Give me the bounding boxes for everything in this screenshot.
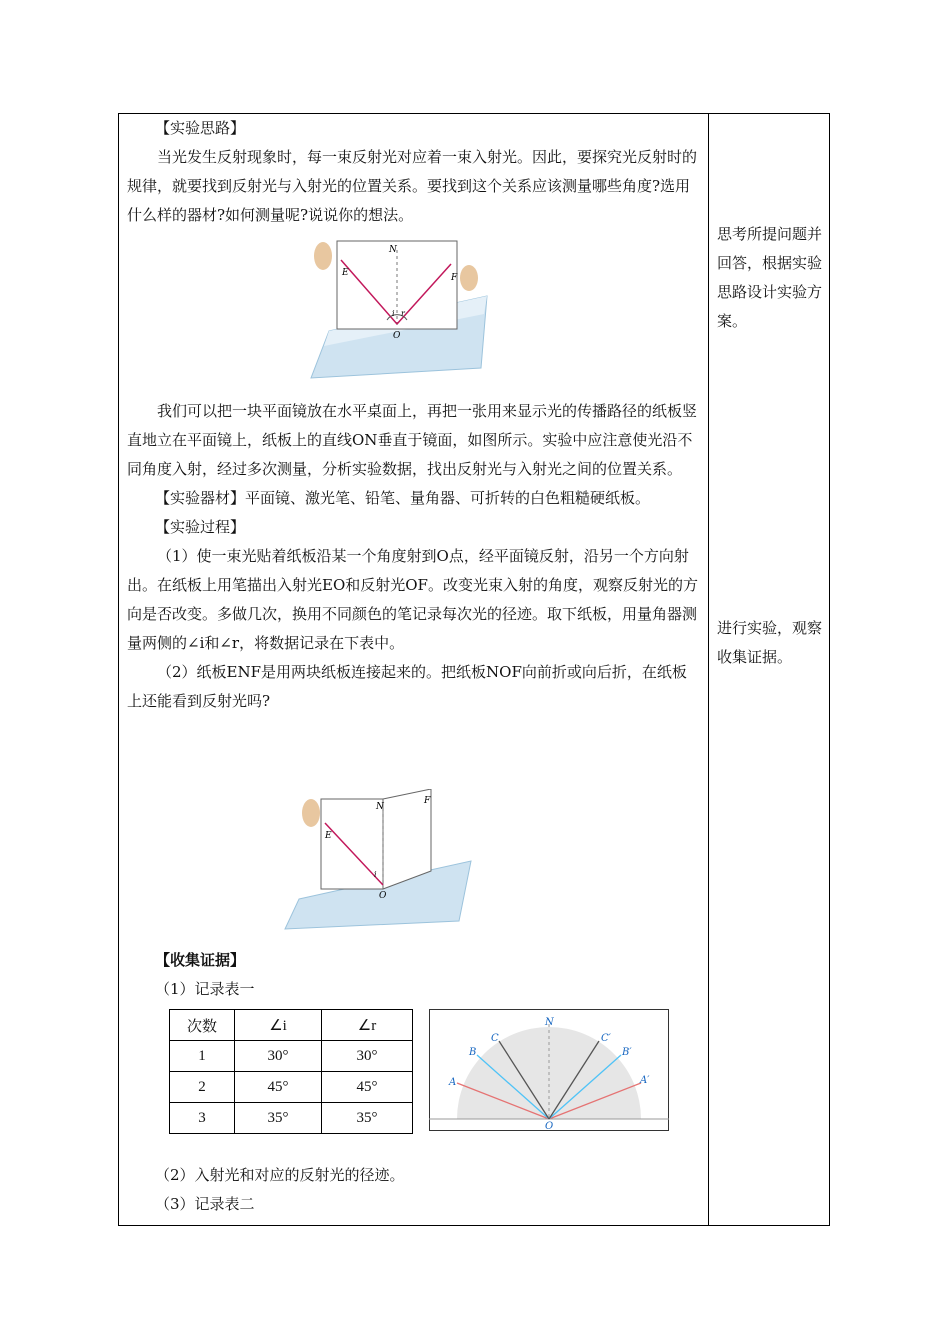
paper-board [337, 241, 457, 329]
figure-ray-traces [429, 1009, 669, 1131]
side-note-2: 进行实验，观察收集证据。 [717, 619, 823, 666]
hand-left-icon [314, 242, 332, 270]
cell: 30° [322, 1041, 413, 1072]
hand-right-icon [460, 265, 478, 291]
label-F: F [451, 273, 458, 283]
table-header-row [170, 1010, 413, 1041]
record-table-1 [169, 1009, 413, 1134]
label-A: A [449, 1077, 457, 1088]
label-N: N [389, 245, 397, 255]
table1-label: （1）记录表一 [155, 980, 255, 998]
label-C-prime: C′ [601, 1033, 611, 1044]
table2-label: （3）记录表二 [155, 1195, 255, 1213]
figure-folded-board [281, 789, 481, 934]
label-N-2: N [376, 802, 384, 812]
cell: 35° [322, 1103, 413, 1134]
label-O-2: O [379, 891, 387, 901]
label-B: B [469, 1047, 477, 1058]
label-B-prime: B′ [622, 1047, 632, 1058]
main-column [127, 114, 701, 230]
lesson-table [118, 113, 830, 1226]
label-i: i [392, 309, 395, 318]
trace-label: （2）入射光和对应的反射光的径迹。 [155, 1166, 405, 1184]
cell: 30° [235, 1041, 322, 1072]
hand-icon [302, 799, 320, 827]
column-divider [708, 114, 709, 1225]
label-C: C [491, 1033, 499, 1044]
step-2: （2）纸板ENF是用两块纸板连接起来的。把纸板NOF向前折或向后折，在纸板上还能看到反射光吗? [127, 663, 687, 710]
header-angle-r: ∠r [322, 1010, 413, 1041]
step-1: （1）使一束光贴着纸板沿某一个角度射到O点，经平面镜反射，沿另一个方向射出。在纸板上用笔描出入射光EO和反射光OF。改变光束入射的角度，观察反射光的方向是否改变。多做几次，换用不同颜色的笔记录每次光的径迹。取下纸板，用量角器测量两侧的∠i和∠r，将数据记录在下表中。 [127, 547, 698, 652]
label-F-2: F [424, 796, 431, 806]
table-row [170, 1103, 413, 1134]
cell: 3 [170, 1103, 235, 1134]
label-A-prime: A′ [640, 1075, 650, 1086]
label-E-2: E [325, 831, 332, 841]
label-O: O [393, 331, 401, 341]
cell: 45° [322, 1072, 413, 1103]
label-N-3: N [545, 1017, 554, 1028]
table-row [170, 1041, 413, 1072]
cell: 1 [170, 1041, 235, 1072]
paragraph-method: 我们可以把一块平面镜放在水平桌面上，再把一张用来显示光的传播路径的纸板竖直地立在平面镜上，纸板上的直线ON垂直于镜面，如图所示。实验中应注意使光沿不同角度入射，经过多次测量，分析实验数据，找出反射光与入射光之间的位置关系。 [127, 402, 698, 478]
cell: 45° [235, 1072, 322, 1103]
table-row [170, 1072, 413, 1103]
section-heading-idea: 【实验思路】 [155, 119, 246, 137]
cell: 2 [170, 1072, 235, 1103]
equip-text: 平面镜、激光笔、铅笔、量角器、可折转的白色粗糙硬纸板。 [245, 489, 651, 507]
label-E: E [342, 268, 349, 278]
header-angle-i: ∠i [235, 1010, 322, 1041]
equip-label: 【实验器材】 [155, 489, 246, 507]
label-O-3: O [545, 1121, 554, 1131]
label-i-2: i [374, 870, 377, 879]
header-count: 次数 [170, 1010, 235, 1041]
main-column-3 [127, 946, 701, 1004]
section-heading-evidence: 【收集证据】 [155, 951, 246, 969]
side-note-1: 思考所提问题并回答，根据实验思路设计实验方案。 [717, 225, 823, 330]
paragraph-idea: 当光发生反射现象时，每一束反射光对应着一束入射光。因此，要探究光反射时的规律，就要找到反射光与入射光的位置关系。要找到这个关系应该测量哪些角度?选用什么样的器材?如何测量呢?说说你的想法。 [127, 148, 698, 224]
section-heading-process: 【实验过程】 [155, 518, 246, 536]
main-column-2 [127, 397, 701, 716]
main-column-4 [127, 1161, 701, 1219]
figure-reflection-setup [309, 236, 499, 386]
cell: 35° [235, 1103, 322, 1134]
label-r: r [401, 309, 405, 318]
